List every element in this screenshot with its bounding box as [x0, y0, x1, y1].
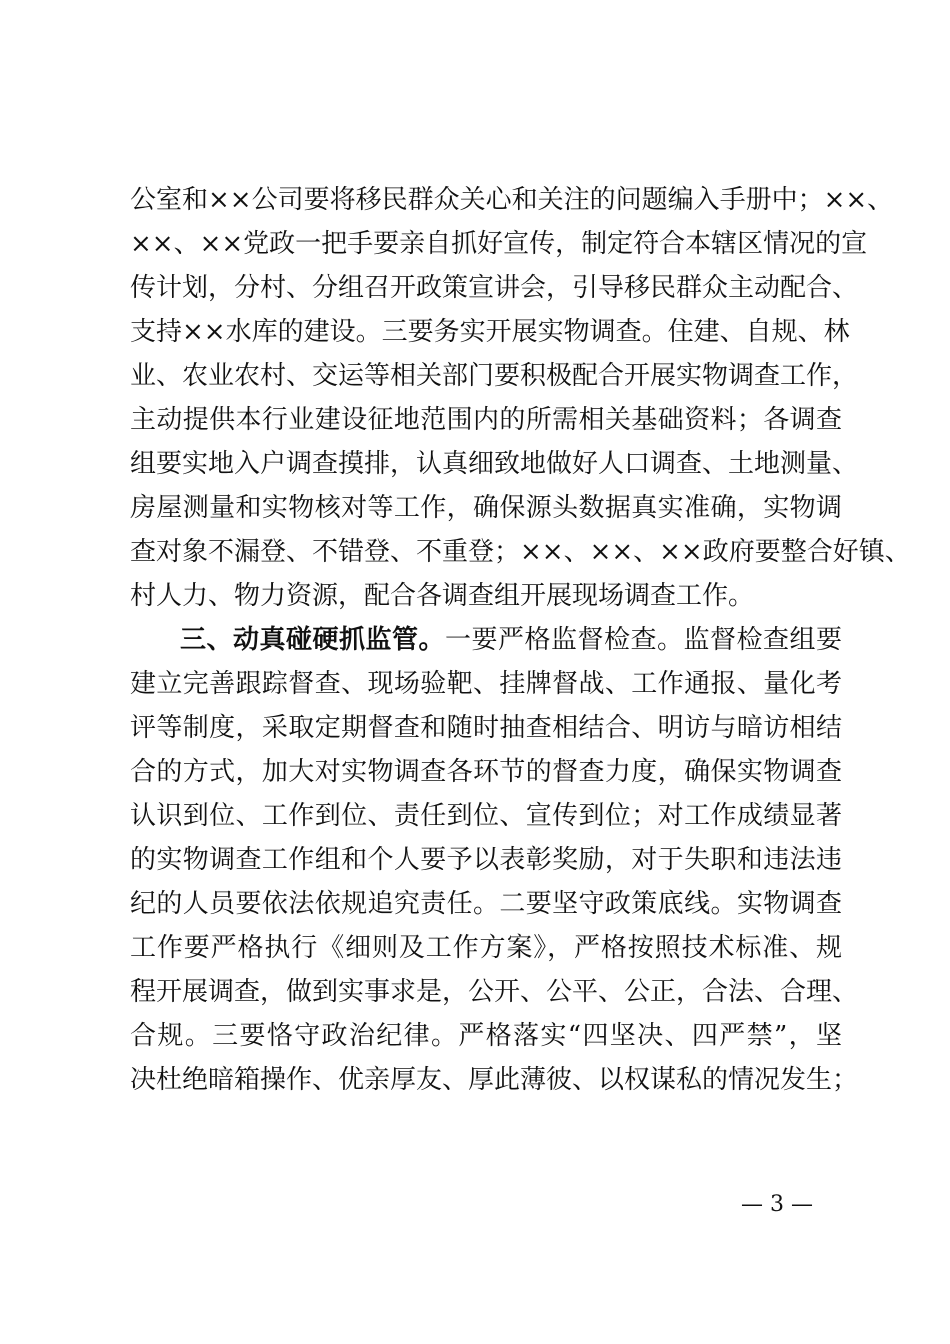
- paragraph-line: 合规。三要恪守政治纪律。严格落实“四坚决、四严禁”，坚: [130, 1021, 842, 1051]
- page-number: — 3 —: [741, 1192, 813, 1217]
- paragraph-line: 传计划，分村、分组召开政策宣讲会，引导移民群众主动配合、: [130, 273, 859, 303]
- paragraph-line: 建立完善跟踪督查、现场验靶、挂牌督战、工作通报、量化考: [130, 669, 842, 699]
- paragraph-line: 决杜绝暗箱操作、优亲厚友、厚此薄彼、以权谋私的情况发生；: [130, 1065, 859, 1095]
- paragraph-line: 合的方式，加大对实物调查各环节的督查力度，确保实物调查: [130, 757, 842, 787]
- paragraph-line: 查对象不漏登、不错登、不重登；××、××、××政府要整合好镇、: [130, 537, 911, 567]
- paragraph-line: 程开展调查，做到实事求是，公开、公平、公正，合法、合理、: [130, 977, 859, 1007]
- paragraph-line: 支持××水库的建设。三要务实开展实物调查。住建、自规、林: [130, 317, 850, 347]
- paragraph-line: 村人力、物力资源，配合各调查组开展现场调查工作。: [130, 581, 755, 611]
- paragraph-line: ××、××党政一把手要亲自抓好宣传，制定符合本辖区情况的宣: [130, 229, 868, 259]
- paragraph-line: 公室和××公司要将移民群众关心和关注的问题编入手册中；××、: [130, 185, 894, 215]
- section-first-line: [180, 618, 842, 662]
- paragraph-line: 业、农业农村、交运等相关部门要积极配合开展实物调查工作，: [130, 361, 859, 391]
- paragraph-line: 房屋测量和实物核对等工作，确保源头数据真实准确，实物调: [130, 493, 842, 523]
- paragraph-line: 组要实地入户调查摸排，认真细致地做好人口调查、土地测量、: [130, 449, 859, 479]
- paragraph-line: 纪的人员要依法依规追究责任。二要坚守政策底线。实物调查: [130, 889, 842, 919]
- paragraph-line: 主动提供本行业建设征地范围内的所需相关基础资料；各调查: [130, 405, 842, 435]
- paragraph-line: 工作要严格执行《细则及工作方案》，严格按照技术标准、规: [130, 933, 842, 963]
- paragraph-line: 评等制度，采取定期督查和随时抽查相结合、明访与暗访相结: [130, 713, 842, 743]
- section-heading: 三、动真碰硬抓监管。: [180, 625, 445, 655]
- section-first-line-text: 一要严格监督检查。监督检查组要: [445, 625, 842, 655]
- paragraph-line: 的实物调查工作组和个人要予以表彰奖励，对于失职和违法违: [130, 845, 842, 875]
- paragraph-line: 认识到位、工作到位、责任到位、宣传到位；对工作成绩显著: [130, 801, 842, 831]
